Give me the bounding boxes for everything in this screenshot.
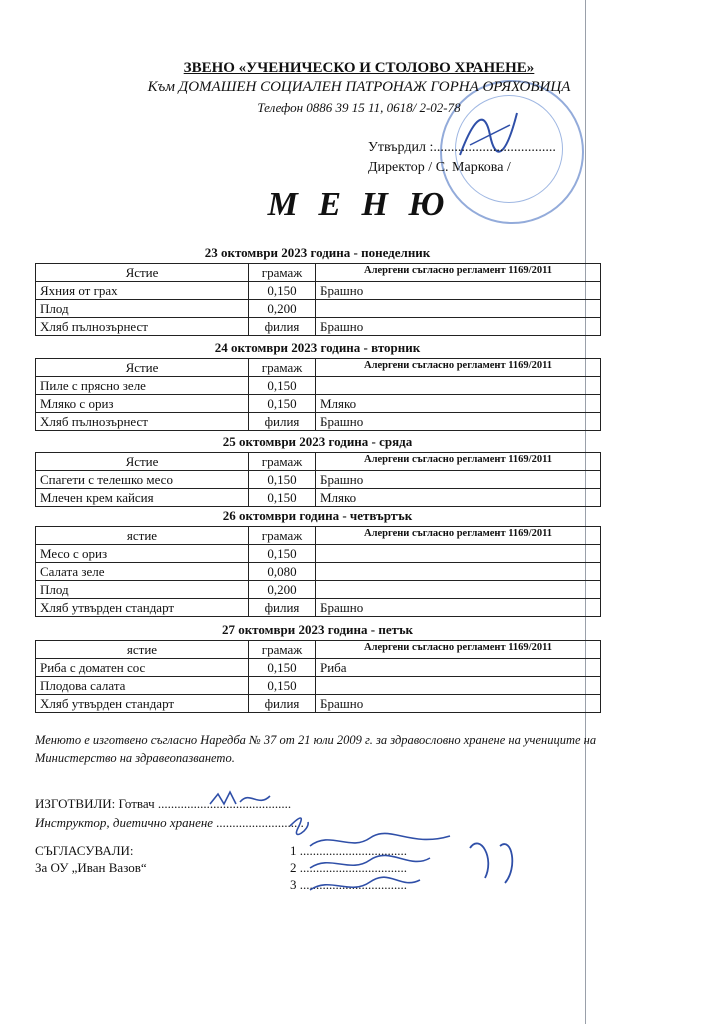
col-weight: грамаж <box>249 453 316 471</box>
agreed-signature-1: 1 ................................. <box>290 843 407 858</box>
prepared-by-cook: ИЗГОТВИЛИ: Готвач ......................................... <box>35 796 292 811</box>
col-allergens: Алергени съгласно регламент 1169/2011 <box>316 264 601 282</box>
table-row <box>36 695 601 713</box>
menu-table-3 <box>35 452 601 507</box>
weight-cell: филия <box>249 318 316 336</box>
table-header-row <box>36 527 601 545</box>
col-dish: ястие <box>36 641 249 659</box>
dish-cell: Плод <box>36 581 249 599</box>
dish-cell: Риба с доматен сос <box>36 659 249 677</box>
regulation-note: Менюто е изготвено съгласно Наредба № 37 от 21 юли 2009 г. за здравословно хранене на учениците на Министерство на здравеопазването. <box>35 733 597 765</box>
handwritten-signatures-prepared <box>200 786 310 836</box>
day-title-2: 24 октомври 2023 година - вторник <box>214 340 421 355</box>
weight-cell: 0,150 <box>249 659 316 677</box>
allergen-cell <box>316 563 601 581</box>
allergen-cell: Брашно <box>316 318 601 336</box>
dish-cell: Плод <box>36 300 249 318</box>
table-row <box>36 282 601 300</box>
title-text: М Е Н Ю <box>267 186 451 223</box>
agreed-signature-3: 3 ................................. <box>290 877 407 892</box>
weight-cell: 0,150 <box>249 489 316 507</box>
day-title-4: 26 октомври година - четвъртък <box>222 508 413 523</box>
col-dish: Ястие <box>36 359 249 377</box>
menu-table-2 <box>35 358 601 431</box>
allergen-cell <box>316 581 601 599</box>
col-dish: Ястие <box>36 453 249 471</box>
allergen-cell: Брашно <box>316 695 601 713</box>
table-header-row <box>36 359 601 377</box>
agreed-signature-2: 2 ................................. <box>290 860 407 875</box>
dish-cell: Хляб пълнозърнест <box>36 413 249 431</box>
handwritten-signatures-agreed <box>300 828 530 903</box>
table-header-row <box>36 453 601 471</box>
table-row <box>36 563 601 581</box>
table-row <box>36 581 601 599</box>
menu-table-4 <box>35 526 601 617</box>
col-allergens: Алергени съгласно регламент 1169/2011 <box>316 641 601 659</box>
allergen-cell: Риба <box>316 659 601 677</box>
day-title-1: 23 октомври 2023 година - понеделник <box>204 245 431 260</box>
allergen-cell <box>316 677 601 695</box>
table-row <box>36 545 601 563</box>
col-weight: грамаж <box>249 527 316 545</box>
dish-cell: Месо с ориз <box>36 545 249 563</box>
weight-cell: 0,150 <box>249 677 316 695</box>
col-allergens: Алергени съгласно регламент 1169/2011 <box>316 527 601 545</box>
table-row <box>36 677 601 695</box>
weight-cell: 0,080 <box>249 563 316 581</box>
col-weight: грамаж <box>249 264 316 282</box>
org-name: ЗВЕНО «УЧЕНИЧЕСКО И СТОЛОВО ХРАНЕНЕ» <box>183 60 535 76</box>
weight-cell: 0,150 <box>249 282 316 300</box>
table-header-row <box>36 264 601 282</box>
dish-cell: Салата зеле <box>36 563 249 581</box>
weight-cell: 0,200 <box>249 300 316 318</box>
dish-cell: Млечен крем кайсия <box>36 489 249 507</box>
allergen-cell: Мляко <box>316 489 601 507</box>
weight-cell: 0,150 <box>249 395 316 413</box>
allergen-cell <box>316 300 601 318</box>
allergen-cell <box>316 377 601 395</box>
weight-cell: 0,200 <box>249 581 316 599</box>
allergen-cell <box>316 545 601 563</box>
dish-cell: Пиле с прясно зеле <box>36 377 249 395</box>
allergen-cell: Брашно <box>316 413 601 431</box>
col-dish: Ястие <box>36 264 249 282</box>
dish-cell: Хляб пълнозърнест <box>36 318 249 336</box>
dish-cell: Яхния от грах <box>36 282 249 300</box>
menu-table-5 <box>35 640 601 713</box>
school-name: За ОУ „Иван Вазов“ <box>35 860 147 875</box>
table-row <box>36 413 601 431</box>
col-allergens: Алергени съгласно регламент 1169/2011 <box>316 359 601 377</box>
allergen-cell: Мляко <box>316 395 601 413</box>
agreed-label: СЪГЛАСУВАЛИ: <box>35 843 134 858</box>
col-weight: грамаж <box>249 641 316 659</box>
weight-cell: филия <box>249 413 316 431</box>
col-allergens: Алергени съгласно регламент 1169/2011 <box>316 453 601 471</box>
dish-cell: Мляко с ориз <box>36 395 249 413</box>
day-title-3: 25 октомври 2023 година - сряда <box>222 434 413 449</box>
allergen-cell: Брашно <box>316 282 601 300</box>
table-row <box>36 318 601 336</box>
weight-cell: 0,150 <box>249 377 316 395</box>
table-row <box>36 395 601 413</box>
prepared-by-instructor: Инструктор, диетично хранене ........................... <box>35 815 305 830</box>
director-name: Директор / С. Маркова / <box>368 160 511 175</box>
table-row <box>36 489 601 507</box>
table-row <box>36 599 601 617</box>
weight-cell: 0,150 <box>249 545 316 563</box>
day-title-5: 27 октомври 2023 година - петък <box>221 622 414 637</box>
table-row <box>36 300 601 318</box>
allergen-cell: Брашно <box>316 471 601 489</box>
weight-cell: 0,150 <box>249 471 316 489</box>
dish-cell: Хляб утвърден стандарт <box>36 599 249 617</box>
table-header-row <box>36 641 601 659</box>
approved-by: Утвърдил :................................... <box>368 140 556 155</box>
table-row <box>36 377 601 395</box>
col-dish: ястие <box>36 527 249 545</box>
parent-org: Към ДОМАШЕН СОЦИАЛЕН ПАТРОНАЖ ГОРНА ОРЯХОВИЦА <box>147 79 571 95</box>
allergen-cell: Брашно <box>316 599 601 617</box>
dish-cell: Плодова салата <box>36 677 249 695</box>
phone-line: Телефон 0886 39 15 11, 0618/ 2-02-78 <box>257 100 461 115</box>
table-row <box>36 659 601 677</box>
menu-table-1 <box>35 263 601 336</box>
col-weight: грамаж <box>249 359 316 377</box>
weight-cell: филия <box>249 599 316 617</box>
weight-cell: филия <box>249 695 316 713</box>
table-row <box>36 471 601 489</box>
dish-cell: Спагети с телешко месо <box>36 471 249 489</box>
page-title <box>0 186 718 224</box>
dish-cell: Хляб утвърден стандарт <box>36 695 249 713</box>
